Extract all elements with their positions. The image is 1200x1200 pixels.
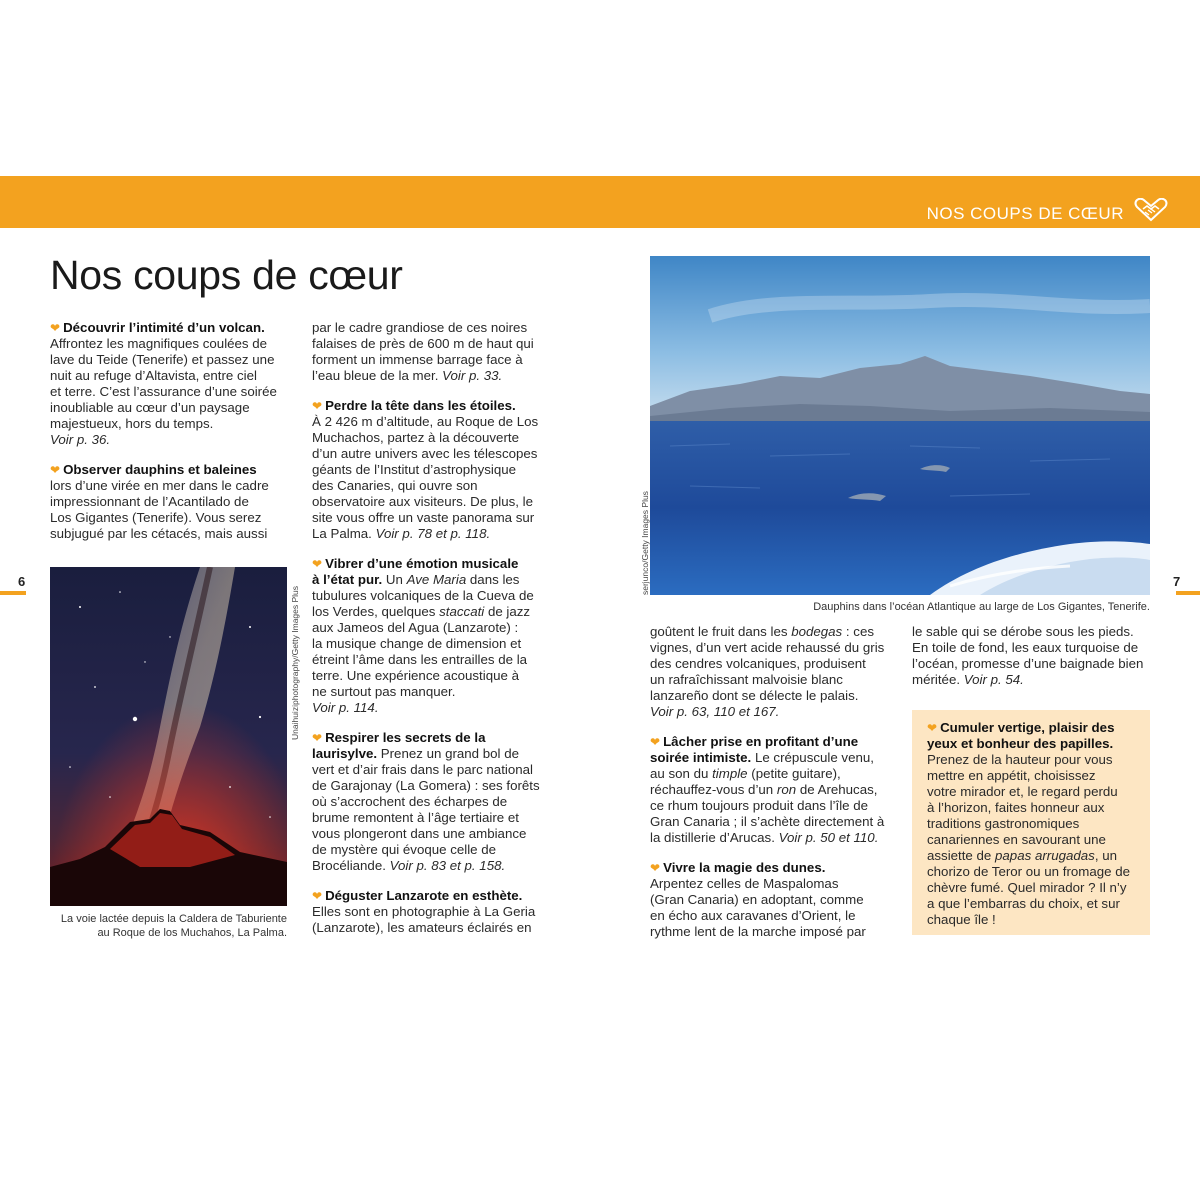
text-column-3 [650, 624, 890, 954]
photo-dolphins [650, 256, 1150, 595]
photo-caption-left: La voie lactée depuis la Caldera de Taburiente au Roque de los Muchahos, La Palma. [60, 913, 287, 939]
photo-credit-right: serjunco/Getty Images Plus [640, 491, 650, 595]
heart-icon: ❤ [312, 399, 323, 413]
heart-icon: ❤ [312, 889, 323, 903]
heart-icon: ❤ [927, 721, 938, 735]
handshake-heart-icon [1134, 198, 1168, 222]
entry-dauphins: ❤ Observer dauphins et baleines lors d’une virée en mer dans le cadre impressionnant de l’Acantilado de Los Gigantes (Tenerife). Vous serez subjugué par les cétacés, mais aussi [50, 462, 269, 541]
heart-icon: ❤ [50, 463, 61, 477]
highlight-box-text [927, 720, 1142, 942]
photo-milky-way [50, 567, 287, 906]
entry-musique: ❤ Vibrer d’une émotion musicale à l’état pur. Un Ave Maria dans les tubulures volcaniques de la Cueva de los Verdes, quelques staccati de jazz aux Jameos del Agua (Lanzarote) : la musique change de dimension et étreint l’âme dans les entrailles de la terre. Une expérience acoustique à ne surtout pas manquer. Voir p. 114. [312, 556, 534, 715]
entry-dunes-suite: le sable qui se dérobe sous les pieds. En toile de fond, les eaux turquoise de l’océan, promesse d’une baignade bien méritée. Voir p. 54. [912, 624, 1144, 687]
entry-dunes: ❤ Vivre la magie des dunes. Arpentez celles de Maspalomas (Gran Canaria) en adoptant, comme en écho aux caravanes d’Orient, le rythme lent de la marche imposé par [650, 860, 866, 939]
heart-icon: ❤ [312, 731, 323, 745]
heart-icon: ❤ [650, 861, 661, 875]
entry-etoiles: ❤ Perdre la tête dans les étoiles. À 2 426 m d’altitude, au Roque de Los Muchachos, partez à la découverte d’un autre univers avec les télescopes géants de l’Institut d’astrophysique des Canaries, qui ouvre son observatoire aux visiteurs. De plus, le site vous offre un vaste panorama sur La Palma. Voir p. 78 et p. 118. [312, 398, 539, 541]
page-title: Nos coups de cœur [50, 252, 403, 298]
heart-icon: ❤ [50, 321, 61, 335]
text-column-2 [312, 320, 544, 950]
photo-credit-left: Unaihuiziphotography/Getty Images Plus [290, 585, 300, 740]
text-column-4 [912, 624, 1152, 702]
entry-soiree: ❤ Lâcher prise en profitant d’une soirée intimiste. Le crépuscule venu, au son du timple (petite guitare), réchauffez-vous d’un ron de Arehucas, ce rhum toujours produit dans l’île de Gran Canaria ; il s’achète directement à la distillerie d’Arucas. Voir p. 50 et 110. [650, 734, 885, 845]
entry-falaises-suite: par le cadre grandiose de ces noires falaises de près de 600 m de haut qui forment un immense barrage face à l’eau bleue de la mer. Voir p. 33. [312, 320, 534, 383]
section-header-band [0, 176, 1200, 228]
section-title: NOS COUPS DE CŒUR [926, 204, 1124, 223]
photo-caption-right: Dauphins dans l’océan Atlantique au large de Los Gigantes, Tenerife. [813, 601, 1150, 613]
page-number-left: 6 [18, 574, 26, 589]
entry-volcan: ❤ Découvrir l’intimité d’un volcan. Affrontez les magnifiques coulées de lave du Teide (Tenerife) et passez une nuit au refuge d’Altavista, entre ciel et terre. C’est l’assurance d’une soirée inoubliable au cœur d’un paysage majestueux, hors du temps. Voir p. 36. [50, 320, 277, 447]
page-marker-left [0, 591, 26, 595]
text-column-1 [50, 320, 282, 556]
entry-mirador: ❤ Cumuler vertige, plaisir des yeux et bonheur des papilles. Prenez de la hauteur pour vous mettre en appétit, choisissez votre mirador et, le regard perdu à l’horizon, faites honneur aux traditions gastronomiques canariennes en savourant une assiette de papas arrugadas, un chorizo de Teror ou un fromage de chèvre fumé. Quel mirador ? Il n’y a que l’embarras du choix, et sur chaque île ! [927, 720, 1131, 927]
heart-icon: ❤ [312, 557, 323, 571]
entry-lanzarote: ❤ Déguster Lanzarote en esthète. Elles sont en photographie à La Geria (Lanzarote), les amateurs éclairés en [312, 888, 536, 935]
heart-icon: ❤ [650, 735, 661, 749]
entry-laurisylve: ❤ Respirer les secrets de la laurisylve. Prenez un grand bol de vert et d’air frais dans le parc national de Garajonay (La Gomera) : ses forêts où s’accrochent des écharpes de brume remontent à l’âge tertiaire et vous plongeront dans une ambiance de mystère qui évoque celle de Brocéliande. Voir p. 83 et p. 158. [312, 730, 540, 873]
entry-bodegas-suite: goûtent le fruit dans les bodegas : ces vignes, d’un vert acide rehaussé du gris des cendres volcaniques, produisent un rafraîchissant malvoisie blanc lanzareño dont se délecte le palais. Voir p. 63, 110 et 167. [650, 624, 885, 719]
page-number-right: 7 [1173, 574, 1181, 589]
page-marker-right [1176, 591, 1200, 595]
